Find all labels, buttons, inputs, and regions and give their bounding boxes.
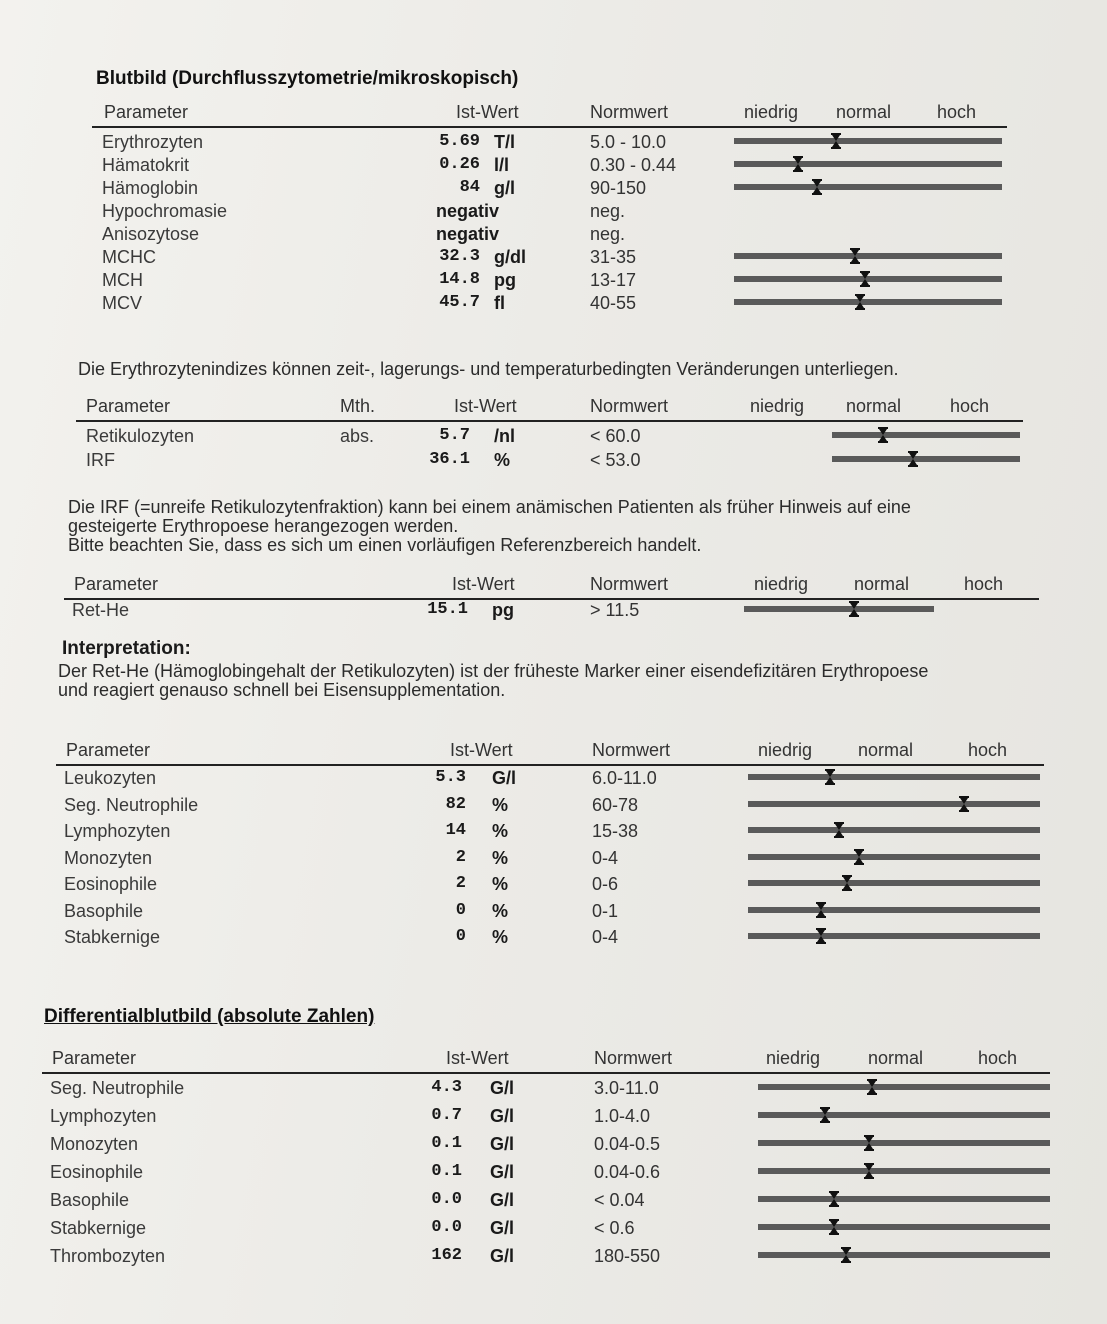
parameter-name: Basophile (64, 900, 144, 921)
table-row (56, 899, 1044, 923)
value-marker-icon (867, 1079, 877, 1095)
unit: G/l (492, 768, 517, 788)
range-bar (758, 1196, 1050, 1202)
parameter-name: IRF (86, 450, 115, 470)
normwert: 1.0-4.0 (594, 1106, 651, 1126)
parameter-name: MCV (102, 293, 142, 313)
unit: G/l (490, 1162, 515, 1182)
range-bar (758, 1140, 1050, 1146)
normwert: 60-78 (592, 794, 639, 815)
value-marker-icon (860, 271, 870, 287)
table-row (92, 153, 1007, 177)
ist-wert: 82 (445, 794, 466, 814)
table-row (56, 925, 1044, 949)
value-marker-icon (831, 133, 841, 149)
header-niedrig: niedrig (758, 740, 813, 760)
table-row (76, 424, 1023, 448)
parameter-name: Hämoglobin (102, 178, 199, 198)
range-bar (734, 276, 1002, 282)
range-bar (748, 774, 1040, 780)
table-header (76, 394, 1023, 420)
table-row (42, 1132, 1050, 1156)
header-parameter: Parameter (66, 740, 151, 760)
normwert: 31-35 (590, 247, 637, 267)
normwert: 40-55 (590, 293, 637, 313)
range-bar (748, 827, 1040, 833)
table-row (64, 598, 1039, 622)
table-header (42, 1046, 1050, 1072)
header-niedrig: niedrig (754, 574, 809, 594)
unit: /nl (494, 426, 515, 446)
normwert: < 60.0 (590, 426, 641, 446)
table-row (42, 1160, 1050, 1184)
value-marker-icon (849, 601, 859, 617)
note-irf (68, 498, 1068, 555)
parameter-name: Seg. Neutrophile (64, 794, 199, 815)
unit: % (492, 821, 509, 841)
unit: g/l (494, 178, 515, 198)
unit: G/l (490, 1078, 515, 1098)
ist-wert: negativ (436, 201, 500, 221)
value-marker-icon (829, 1191, 839, 1207)
parameter-name: MCHC (102, 247, 156, 267)
header-normwert: Normwert (590, 396, 669, 416)
parameter-name: Monozyten (64, 847, 153, 868)
unit: % (492, 900, 509, 921)
table-row (92, 199, 1007, 223)
header-normal: normal (868, 1048, 924, 1068)
header-normal: normal (854, 574, 910, 594)
table-row (92, 222, 1007, 246)
unit: % (492, 847, 509, 868)
ist-wert: 0 (455, 900, 466, 920)
header-rule (42, 1072, 1050, 1074)
interpretation-line: und reagiert genauso schnell bei Eisensupplementation. (58, 680, 506, 700)
value-marker-icon (854, 849, 864, 865)
range-bar (744, 606, 934, 612)
value-marker-icon (820, 1107, 830, 1123)
header-normwert: Normwert (590, 574, 669, 594)
table-header (56, 738, 1044, 764)
value-marker-icon (825, 769, 835, 785)
interpretation-title: Interpretation: (62, 638, 191, 659)
range-bar (758, 1252, 1050, 1258)
header-ist-wert: Ist-Wert (452, 574, 515, 594)
ist-wert: 5.3 (435, 768, 466, 787)
normwert: 6.0-11.0 (592, 768, 657, 788)
ist-wert: 5.69 (439, 132, 480, 151)
header-ist-wert: Ist-Wert (456, 102, 519, 122)
table-row (92, 245, 1007, 269)
ist-wert: 84 (459, 178, 480, 197)
value-marker-icon (812, 179, 822, 195)
header-mth: Mth. (340, 396, 376, 416)
unit: G/l (490, 1190, 515, 1210)
unit: % (492, 794, 509, 815)
ist-wert: 0.7 (431, 1106, 462, 1125)
range-bar (748, 907, 1040, 913)
note-erythrozytenindizes: Die Erythrozytenindizes können zeit-, lagerungs- und temperaturbedingten Veränderungen unterliegen. (78, 359, 899, 379)
parameter-name: Ret-He (72, 600, 130, 620)
note-line: Bitte beachten Sie, dass es sich um einen vorläufigen Referenzbereich handelt. (68, 535, 702, 555)
range-bar (734, 253, 1002, 259)
value-marker-icon (829, 1219, 839, 1235)
value-marker-icon (908, 451, 918, 467)
header-ist-wert: Ist-Wert (446, 1048, 509, 1068)
unit: G/l (490, 1218, 515, 1238)
ist-wert: 14 (445, 821, 466, 840)
normwert: neg. (590, 201, 626, 221)
value-marker-icon (855, 294, 865, 310)
normwert: > 11.5 (590, 600, 640, 620)
header-parameter: Parameter (52, 1048, 137, 1068)
unit: % (494, 450, 511, 470)
value-marker-icon (842, 875, 852, 891)
header-parameter: Parameter (86, 396, 171, 416)
interpretation-text (58, 662, 1068, 700)
normwert: neg. (590, 224, 626, 244)
normwert: < 0.04 (594, 1190, 645, 1210)
parameter-name: Stabkernige (64, 927, 161, 947)
normwert: 0.04-0.6 (594, 1162, 661, 1182)
ist-wert: 0.0 (431, 1218, 462, 1237)
normwert: 0.30 - 0.44 (590, 155, 677, 175)
parameter-name: Stabkernige (50, 1218, 147, 1238)
ist-wert: 5.7 (439, 426, 470, 445)
blutbild-heading: Blutbild (Durchflusszytometrie/mikroskopisch) (96, 68, 519, 89)
table-row (92, 291, 1007, 315)
unit: T/l (494, 132, 515, 152)
header-normal: normal (858, 740, 914, 760)
range-bar (734, 299, 1002, 305)
normwert: 0-4 (592, 847, 619, 868)
value-marker-icon (793, 156, 803, 172)
table-row (56, 766, 1044, 790)
parameter-name: Seg. Neutrophile (50, 1078, 185, 1098)
value-marker-icon (864, 1135, 874, 1151)
value-marker-icon (816, 928, 826, 944)
header-niedrig: niedrig (766, 1048, 821, 1068)
interpretation-line: Der Ret-He (Hämoglobingehalt der Retikulozyten) ist der früheste Marker einer eisendefizitären Erythropoese (58, 661, 929, 681)
ist-wert: 0.1 (431, 1162, 462, 1181)
ist-wert: 32.3 (439, 247, 480, 266)
normwert: 15-38 (592, 821, 639, 841)
value-marker-icon (864, 1163, 874, 1179)
method: abs. (340, 426, 375, 446)
unit: % (492, 874, 509, 894)
parameter-name: Leukozyten (64, 768, 157, 788)
normwert: < 53.0 (590, 450, 641, 470)
header-parameter: Parameter (104, 102, 189, 122)
ist-wert: 15.1 (427, 600, 468, 619)
unit: G/l (490, 1134, 515, 1154)
range-bar (734, 161, 1002, 167)
unit: G/l (490, 1106, 515, 1126)
normwert: 13-17 (590, 270, 637, 290)
range-bar (734, 184, 1002, 190)
table-row (56, 846, 1044, 870)
unit: G/l (490, 1246, 515, 1266)
parameter-name: Eosinophile (64, 874, 158, 894)
table-row (56, 872, 1044, 896)
header-ist-wert: Ist-Wert (454, 396, 517, 416)
ist-wert: 0.0 (431, 1190, 462, 1209)
table-row (42, 1188, 1050, 1212)
value-marker-icon (841, 1247, 851, 1263)
range-bar (832, 456, 1020, 462)
range-bar (748, 854, 1040, 860)
header-hoch: hoch (937, 102, 977, 122)
range-bar (758, 1084, 1050, 1090)
unit: fl (494, 293, 505, 313)
note-line: gesteigerte Erythropoese herangezogen werden. (68, 516, 459, 536)
ist-wert: 45.7 (439, 293, 480, 312)
value-marker-icon (850, 248, 860, 264)
table-row (42, 1244, 1050, 1268)
table-row (76, 448, 1023, 472)
parameter-name: Hämatokrit (102, 155, 190, 175)
range-bar (758, 1112, 1050, 1118)
parameter-name: Hypochromasie (102, 201, 228, 221)
parameter-name: Eosinophile (50, 1162, 144, 1182)
ist-wert: 36.1 (429, 450, 470, 469)
normwert: 0-6 (592, 874, 619, 894)
header-parameter: Parameter (74, 574, 159, 594)
table-row (92, 176, 1007, 200)
parameter-name: Lymphozyten (50, 1106, 157, 1126)
ist-wert: 14.8 (439, 270, 480, 289)
table-header (64, 572, 1039, 598)
ist-wert: 0 (455, 927, 466, 946)
table-header (92, 100, 1007, 126)
ist-wert: 162 (431, 1246, 462, 1265)
value-marker-icon (878, 427, 888, 443)
header-hoch: hoch (950, 396, 990, 416)
parameter-name: Monozyten (50, 1134, 139, 1154)
table-row (56, 819, 1044, 843)
range-bar (758, 1168, 1050, 1174)
range-bar (748, 801, 1040, 807)
table-row (92, 268, 1007, 292)
normwert: 0.04-0.5 (594, 1134, 661, 1154)
header-ist-wert: Ist-Wert (450, 740, 513, 760)
normwert: 0-1 (592, 900, 619, 921)
note-line: Die IRF (=unreife Retikulozytenfraktion) kann bei einem anämischen Patienten als früher Hinweis auf eine (68, 497, 911, 517)
header-normwert: Normwert (594, 1048, 673, 1068)
range-bar (832, 432, 1020, 438)
unit: pg (492, 600, 514, 620)
value-marker-icon (816, 902, 826, 918)
header-niedrig: niedrig (750, 396, 805, 416)
differentialblutbild-heading: Differentialblutbild (absolute Zahlen) (44, 1006, 375, 1027)
header-normwert: Normwert (592, 740, 671, 760)
table-row (92, 130, 1007, 154)
header-rule (76, 420, 1023, 422)
normwert: 0-4 (592, 927, 619, 947)
table-row (42, 1104, 1050, 1128)
ist-wert: 0.26 (439, 155, 480, 174)
header-normal: normal (836, 102, 892, 122)
ist-wert: 2 (455, 874, 466, 893)
parameter-name: Retikulozyten (86, 426, 195, 446)
header-normal: normal (846, 396, 902, 416)
parameter-name: Anisozytose (102, 224, 200, 244)
normwert: 180-550 (594, 1246, 661, 1266)
ist-wert: 4.3 (431, 1078, 462, 1097)
parameter-name: Erythrozyten (102, 132, 204, 152)
table-row (42, 1216, 1050, 1240)
parameter-name: Basophile (50, 1190, 130, 1210)
parameter-name: MCH (102, 270, 143, 290)
header-normwert: Normwert (590, 102, 669, 122)
unit: l/l (494, 155, 510, 175)
range-bar (748, 933, 1040, 939)
header-rule (92, 126, 1007, 128)
table-row (42, 1076, 1050, 1100)
table-row (56, 793, 1044, 817)
normwert: 90-150 (590, 178, 647, 198)
parameter-name: Thrombozyten (50, 1246, 166, 1266)
ist-wert: 0.1 (431, 1134, 462, 1153)
header-hoch: hoch (964, 574, 1004, 594)
value-marker-icon (834, 822, 844, 838)
range-bar (758, 1224, 1050, 1230)
normwert: 5.0 - 10.0 (590, 132, 667, 152)
range-bar (734, 138, 1002, 144)
header-niedrig: niedrig (744, 102, 799, 122)
header-hoch: hoch (978, 1048, 1018, 1068)
header-hoch: hoch (968, 740, 1008, 760)
normwert: 3.0-11.0 (594, 1078, 659, 1098)
unit: % (492, 927, 509, 947)
parameter-name: Lymphozyten (64, 821, 171, 841)
value-marker-icon (959, 796, 969, 812)
normwert: < 0.6 (594, 1218, 635, 1238)
ist-wert: negativ (436, 224, 500, 244)
range-bar (748, 880, 1040, 886)
unit: g/dl (494, 247, 526, 267)
ist-wert: 2 (455, 847, 466, 867)
unit: pg (494, 270, 516, 290)
